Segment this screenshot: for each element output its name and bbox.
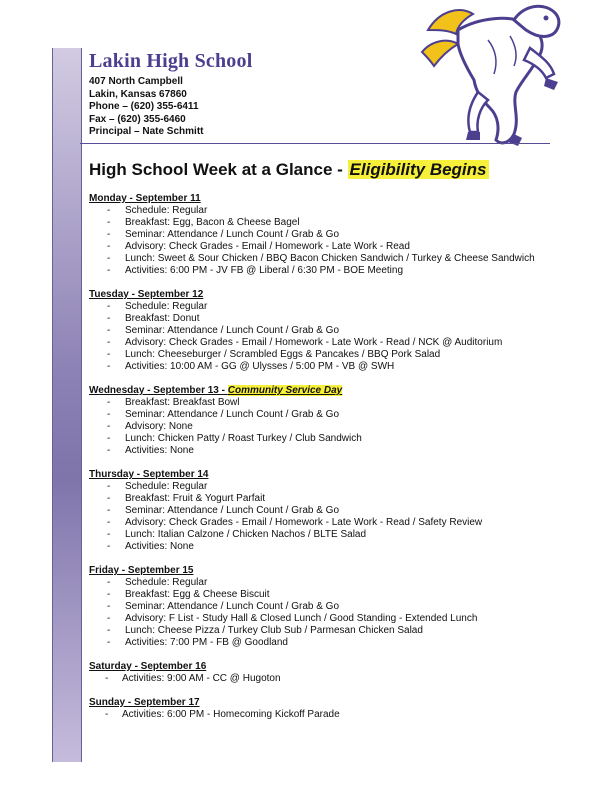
list-item [89,577,559,589]
bullet-dash-icon: - [107,601,111,612]
bullet-dash-icon: - [107,493,111,504]
fax-line: Fax – (620) 355-6460 [89,113,186,125]
day-item-list [89,481,559,553]
bullet-dash-icon: - [107,337,111,348]
bullet-dash-icon: - [107,577,111,588]
list-item-text: Activities: 6:00 PM - JV FB @ Liberal / 6:30 PM - BOE Meeting [125,265,404,276]
day-item-list [89,205,559,277]
day-item-list [89,709,559,721]
list-item [89,529,559,541]
page-title [89,160,489,180]
list-item [89,625,559,637]
day-title [89,385,559,397]
page-title-text: High School Week at a Glance - [89,160,348,179]
day-title [89,697,559,709]
list-item [89,361,559,373]
list-item [89,205,559,217]
list-item-text: Breakfast: Breakfast Bowl [125,397,240,408]
bullet-dash-icon: - [107,325,111,336]
address-line-2: Lakin, Kansas 67860 [89,88,187,100]
bullet-dash-icon: - [107,505,111,516]
list-item-text: Advisory: None [125,421,193,432]
list-item-text: Advisory: Check Grades - Email / Homework - Late Work - Read / Safety Review [125,517,483,528]
day-section [89,469,559,553]
list-item-text: Lunch: Cheeseburger / Scrambled Eggs & Pancakes / BBQ Pork Salad [125,349,441,360]
list-item-text: Breakfast: Egg, Bacon & Cheese Bagel [125,217,300,228]
day-item-list [89,673,559,685]
bullet-dash-icon: - [107,265,111,276]
bullet-dash-icon: - [105,673,109,684]
list-item [89,301,559,313]
bullet-dash-icon: - [107,541,111,552]
list-item [89,409,559,421]
list-item-text: Breakfast: Donut [125,313,200,324]
bullet-dash-icon: - [107,229,111,240]
principal-line: Principal – Nate Schmitt [89,126,204,137]
list-item-text: Lunch: Chicken Patty / Roast Turkey / Club Sandwich [125,433,362,444]
list-item-text: Lunch: Italian Calzone / Chicken Nachos / BLTE Salad [125,529,367,540]
list-item [89,637,559,649]
day-title-text: Wednesday - September 13 - [89,385,228,396]
contact-block [89,76,203,139]
day-section [89,661,559,685]
list-item-text: Advisory: Check Grades - Email / Homework - Late Work - Read / NCK @ Auditorium [125,337,503,348]
day-title [89,565,559,577]
bullet-dash-icon: - [107,433,111,444]
day-section [89,289,559,373]
list-item-text: Schedule: Regular [125,301,208,312]
bullet-dash-icon: - [107,421,111,432]
list-item [89,325,559,337]
phone-line: Phone – (620) 355-6411 [89,101,199,112]
list-item [89,673,559,685]
bullet-dash-icon: - [107,637,111,648]
list-item-text: Breakfast: Egg & Cheese Biscuit [125,589,270,600]
list-item-text: Seminar: Attendance / Lunch Count / Grab & Go [125,325,340,336]
bullet-dash-icon: - [107,613,111,624]
bullet-dash-icon: - [107,217,111,228]
list-item [89,397,559,409]
day-title [89,661,559,673]
list-item [89,265,559,277]
bullet-dash-icon: - [107,625,111,636]
list-item-text: Lunch: Sweet & Sour Chicken / BBQ Bacon Chicken Sandwich / Turkey & Cheese Sandwich [125,253,535,264]
day-title-text: Saturday - September 16 [89,661,207,672]
bullet-dash-icon: - [107,589,111,600]
bullet-dash-icon: - [107,253,111,264]
day-section [89,385,559,457]
list-item-text: Seminar: Attendance / Lunch Count / Grab & Go [125,229,340,240]
list-item [89,589,559,601]
list-item [89,709,559,721]
list-item-text: Advisory: Check Grades - Email / Homework - Late Work - Read [125,241,410,252]
bullet-dash-icon: - [107,517,111,528]
bullet-dash-icon: - [107,241,111,252]
list-item-text: Schedule: Regular [125,205,208,216]
header-divider [80,143,550,144]
day-tag-highlight: Community Service Day [227,385,343,396]
day-title-text: Thursday - September 14 [89,469,209,480]
day-title-text: Sunday - September 17 [89,697,200,708]
address-line-1: 407 North Campbell [89,76,183,87]
school-name: Lakin High School [89,50,253,72]
list-item-text: Schedule: Regular [125,481,208,492]
bullet-dash-icon: - [105,709,109,720]
bullet-dash-icon: - [107,445,111,456]
day-item-list [89,577,559,649]
bullet-dash-icon: - [107,205,111,216]
day-section [89,565,559,649]
list-item [89,601,559,613]
list-item-text: Activities: None [125,541,194,552]
list-item [89,505,559,517]
list-item-text: Activities: 10:00 AM - GG @ Ulysses / 5:00 PM - VB @ SWH [125,361,395,372]
list-item-text: Activities: 7:00 PM - FB @ Goodland [125,637,288,648]
list-item [89,433,559,445]
list-item-text: Breakfast: Fruit & Yogurt Parfait [125,493,266,504]
day-title-text: Tuesday - September 12 [89,289,204,300]
day-title-text: Friday - September 15 [89,565,194,576]
list-item [89,229,559,241]
list-item-text: Activities: 6:00 PM - Homecoming Kickoff Parade [122,709,340,720]
day-title [89,469,559,481]
list-item-text: Activities: 9:00 AM - CC @ Hugoton [122,673,281,684]
list-item [89,481,559,493]
list-item [89,421,559,433]
list-item [89,493,559,505]
bullet-dash-icon: - [107,301,111,312]
week-schedule [89,193,559,733]
list-item [89,517,559,529]
bullet-dash-icon: - [107,361,111,372]
bullet-dash-icon: - [107,529,111,540]
list-item [89,541,559,553]
bullet-dash-icon: - [107,397,111,408]
list-item [89,445,559,457]
list-item [89,313,559,325]
list-item-text: Advisory: F List - Study Hall & Closed Lunch / Good Standing - Extended Lunch [125,613,478,624]
side-bar-decoration [52,48,82,762]
list-item-text: Seminar: Attendance / Lunch Count / Grab & Go [125,409,340,420]
bullet-dash-icon: - [107,481,111,492]
list-item [89,613,559,625]
day-title [89,289,559,301]
list-item-text: Lunch: Cheese Pizza / Turkey Club Sub / Parmesan Chicken Salad [125,625,423,636]
list-item-text: Activities: None [125,445,194,456]
list-item-text: Seminar: Attendance / Lunch Count / Grab & Go [125,505,340,516]
day-section [89,193,559,277]
list-item-text: Schedule: Regular [125,577,208,588]
list-item [89,337,559,349]
bullet-dash-icon: - [107,313,111,324]
bullet-dash-icon: - [107,349,111,360]
list-item-text: Seminar: Attendance / Lunch Count / Grab & Go [125,601,340,612]
list-item [89,349,559,361]
eligibility-highlight: Eligibility Begins [349,160,487,179]
day-section [89,697,559,721]
day-item-list [89,301,559,373]
day-title [89,193,559,205]
mustang-mascot-icon [418,0,566,150]
list-item [89,241,559,253]
list-item [89,253,559,265]
bullet-dash-icon: - [107,409,111,420]
day-item-list [89,397,559,457]
list-item [89,217,559,229]
day-title-text: Monday - September 11 [89,193,201,204]
